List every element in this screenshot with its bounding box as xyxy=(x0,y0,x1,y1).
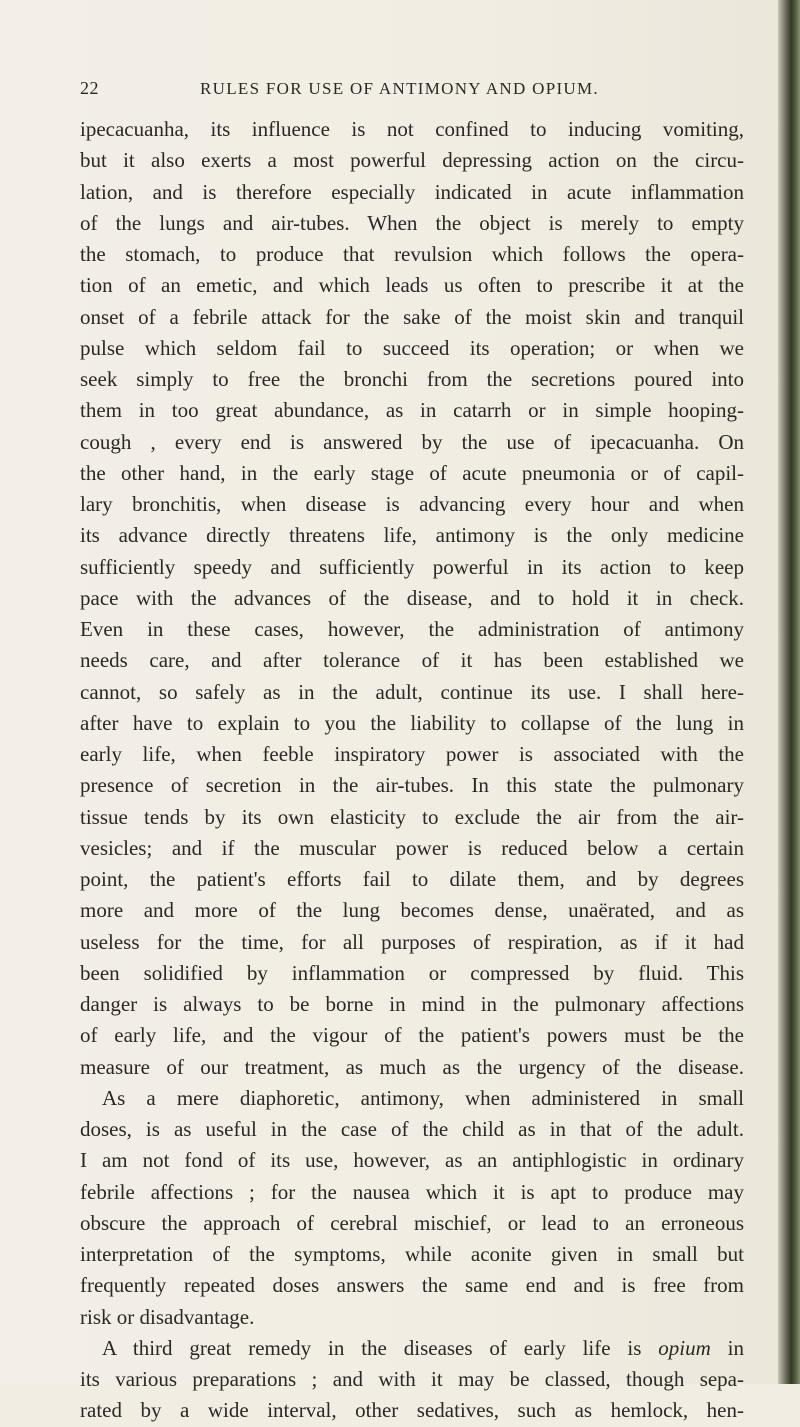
text-line: onset of a febrile attack for the sake of the moist skin and tranquil xyxy=(80,304,744,329)
text-line: measure of our treatment, as much as the urgency of the disease. xyxy=(80,1054,744,1079)
text-line: its various preparations ; and with it may be classed, though sepa- xyxy=(80,1367,744,1391)
text-line: cannot, so safely as in the adult, continue its use. I shall here- xyxy=(80,679,744,704)
body-text xyxy=(80,114,744,1427)
text-line: ipecacuanha, its influence is not confined to inducing vomiting, xyxy=(80,117,744,141)
running-head: RULES FOR USE OF ANTIMONY AND OPIUM. xyxy=(200,79,599,98)
italic-word: opium xyxy=(658,1335,711,1360)
text-line: danger is always to be borne in mind in the pulmonary affections xyxy=(80,992,744,1016)
text-line: been solidified by inflammation or compressed by fluid. This xyxy=(80,960,744,985)
text-line: sufficiently speedy and sufficiently powerful in its action to keep xyxy=(80,554,744,579)
text-line: early life, when feeble inspiratory power is associated with the xyxy=(80,742,744,766)
text-line: point, the patient's efforts fail to dilate them, and by degrees xyxy=(80,867,744,891)
text-line: but it also exerts a most powerful depressing action on the circu- xyxy=(80,148,744,173)
book-spine-edge xyxy=(778,0,800,1384)
text-line: I am not fond of its use, however, as an antiphlogistic in ordinary xyxy=(80,1148,744,1173)
text-line: needs care, and after tolerance of it has been established we xyxy=(80,648,744,673)
text-line: pulse which seldom fail to succeed its operation; or when we xyxy=(80,335,744,360)
text-line: the other hand, in the early stage of acute pneumonia or of capil- xyxy=(80,460,744,485)
text-line: doses, is as useful in the case of the child as in that of the adult. xyxy=(80,1117,744,1141)
text-line: vesicles; and if the muscular power is reduced below a certain xyxy=(80,835,744,860)
text-segment: A third great remedy in the diseases of early life is xyxy=(102,1335,659,1360)
text-line: after have to explain to you the liability to collapse of the lung in xyxy=(80,710,744,735)
text-line: Even in these cases, however, the administration of antimony xyxy=(80,617,744,641)
text-line: rated by a wide interval, other sedatives, such as hemlock, hen- xyxy=(80,1398,744,1423)
text-line: frequently repeated doses answers the same end and is free from xyxy=(80,1273,744,1298)
text-line: obscure the approach of cerebral mischief, or lead to an erroneous xyxy=(80,1210,744,1235)
page-number: 22 xyxy=(80,78,99,98)
text-line: As a mere diaphoretic, antimony, when administered in small xyxy=(102,1085,744,1110)
text-line: the stomach, to produce that revulsion which follows the opera- xyxy=(80,242,744,266)
text-line: pace with the advances of the disease, and to hold it in check. xyxy=(80,585,744,610)
text-line: tion of an emetic, and which leads us often to prescribe it at the xyxy=(80,273,744,298)
text-line: of early life, and the vigour of the patient's powers must be the xyxy=(80,1023,744,1048)
text-line: febrile affections ; for the nausea which it is apt to produce may xyxy=(80,1179,744,1204)
text-line: lary bronchitis, when disease is advancing every hour and when xyxy=(80,492,744,516)
text-line: its advance directly threatens life, antimony is the only medicine xyxy=(80,523,744,548)
text-segment: in xyxy=(710,1335,744,1360)
text-line: lation, and is therefore especially indicated in acute inflammation xyxy=(80,179,744,204)
text-line: useless for the time, for all purposes of respiration, as if it had xyxy=(80,929,744,954)
text-line: interpretation of the symptoms, while aconite given in small but xyxy=(80,1242,744,1266)
text-line: tissue tends by its own elasticity to exclude the air from the air- xyxy=(80,804,744,829)
text-line: risk or disadvantage. xyxy=(80,1304,255,1329)
text-line: presence of secretion in the air-tubes. In this state the pulmonary xyxy=(80,773,744,798)
text-line: them in too great abundance, as in catarrh or in simple hooping- xyxy=(80,398,744,423)
text-line: seek simply to free the bronchi from the secretions poured into xyxy=(80,367,744,391)
page-header xyxy=(80,78,740,104)
text-line: more and more of the lung becomes dense, unaërated, and as xyxy=(80,898,744,923)
text-line: of the lungs and air-tubes. When the object is merely to empty xyxy=(80,210,744,235)
text-line: cough , every end is answered by the use of ipecacuanha. On xyxy=(80,429,744,454)
text-line xyxy=(80,1333,744,1364)
